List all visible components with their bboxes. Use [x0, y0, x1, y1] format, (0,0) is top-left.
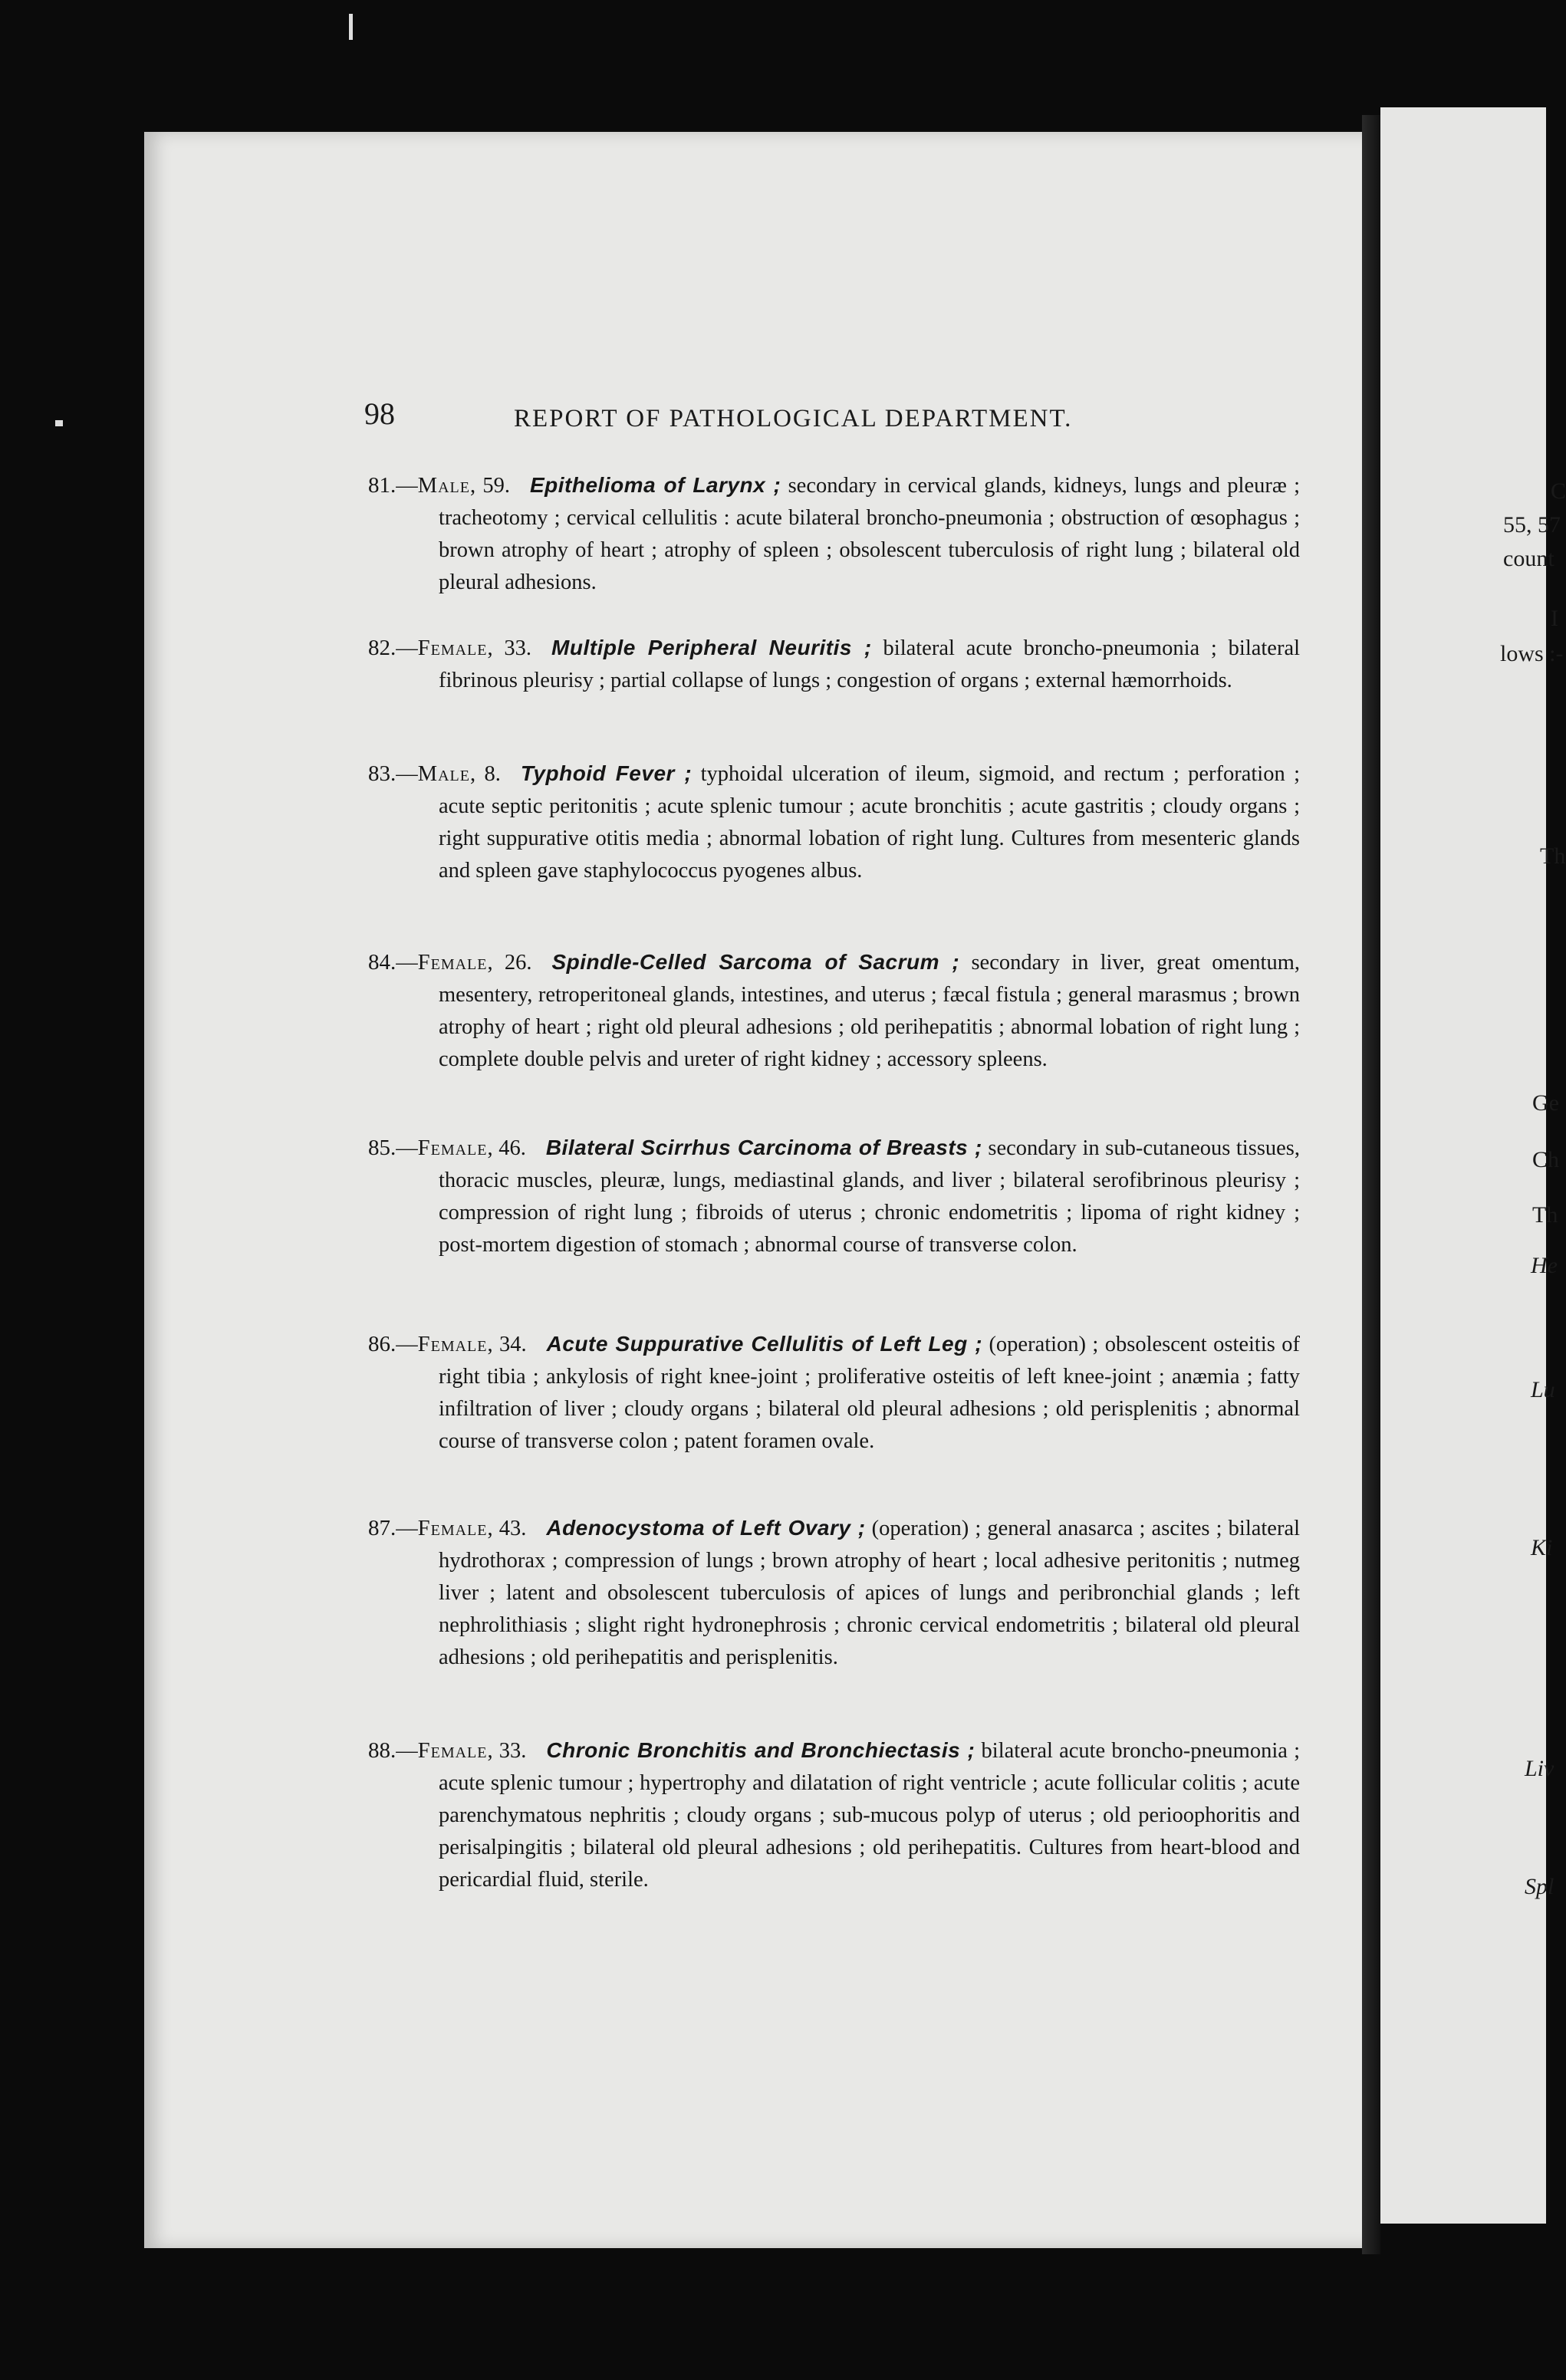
case-diagnosis: Adenocystoma of Left Ovary ; — [546, 1516, 866, 1540]
case-diagnosis: Epithelioma of Larynx ; — [529, 473, 781, 497]
facing-fragment: Th — [1532, 1202, 1558, 1228]
facing-fragment: 55, 57 — [1503, 512, 1561, 537]
case-diagnosis: Bilateral Scirrhus Carcinoma of Breasts ; — [545, 1136, 982, 1159]
case-sex: Male — [417, 474, 470, 498]
case-diagnosis: Acute Suppurative Cellulitis of Left Leg ; — [546, 1332, 983, 1356]
case-number: 84. — [368, 950, 396, 975]
scan-speck — [55, 420, 63, 426]
case-sex: Female — [417, 636, 488, 660]
case-entry: 86.—Female, 34. Acute Suppurative Cellulitis of Left Leg ; (operation) ; obsolescent osteitis of right tibia ; ankylosis of right knee-joint ; proliferative osteitis of left knee-joint ; anæmia ; fatty infiltration of liver ; cloudy organs ; bilateral old pleural adhesions ; old perisplenitis ; abnormal course of transverse colon ; patent foramen ovale. — [368, 1332, 1300, 1453]
case-number: 85. — [368, 1136, 396, 1160]
case-findings: secondary in liver, great omentum, mesentery, retroperitoneal glands, intestines, and uterus ; fæcal fistula ; general marasmus ; brown atrophy of heart ; right old pleural adhesions ; old perihepatitis ; abnormal lobation of right lung ; complete double pelvis and ureter of right kidney ; accessory spleens. — [439, 951, 1301, 1071]
facing-fragment: I — [1551, 606, 1558, 631]
facing-fragment: Ch — [1532, 1147, 1560, 1172]
page-number: 98 — [364, 396, 395, 431]
case-number: 82. — [368, 636, 396, 660]
facing-fragment: He — [1531, 1253, 1558, 1278]
case-findings: bilateral acute broncho-pneumonia ; acute splenic tumour ; hypertrophy and dilatation of right ventricle ; acute follicular colitis ; acute parenchymatous nephritis ; cloudy organs ; sub-mucous polyp of uterus ; old perioophoritis and perisalpingitis ; bilateral old pleural adhesions ; old perihepatitis. Cultures from heart-blood and pericardial fluid, sterile. — [439, 1739, 1301, 1892]
case-findings: (operation) ; general anasarca ; ascites ; bilateral hydrothorax ; compression of lungs ; brown atrophy of heart ; local adhesive peritonitis ; nutmeg liver ; latent and obsolescent tuberculosis of apices of lungs and peribronchial glands ; left nephrolithiasis ; slight right hydronephrosis ; chronic cervical endometritis ; bilateral old pleural adhesions ; old perihepatitis and perisplenitis. — [439, 1517, 1301, 1669]
case-diagnosis: Typhoid Fever ; — [520, 761, 693, 785]
facing-fragment: C — [1551, 478, 1566, 504]
case-age: 8. — [484, 762, 501, 786]
case-diagnosis: Chronic Bronchitis and Bronchiectasis ; — [546, 1738, 975, 1762]
case-entry: 85.—Female, 46. Bilateral Scirrhus Carcinoma of Breasts ; secondary in sub-cutaneous tissues, thoracic muscles, pleuræ, lungs, mediastinal glands, and liver ; bilateral serofibrinous pleurisy ; compression of right lung ; fibroids of uterus ; chronic endometritis ; lipoma of right kidney ; post-mortem digestion of stomach ; abnormal course of transverse colon. — [368, 1136, 1301, 1257]
facing-fragment: Th — [1540, 843, 1566, 869]
case-entry: 88.—Female, 33. Chronic Bronchitis and Bronchiectasis ; bilateral acute broncho-pneumonia ; acute splenic tumour ; hypertrophy and dilatation of right ventricle ; acute follicular colitis ; acute parenchymatous nephritis ; cloudy organs ; sub-mucous polyp of uterus ; old perioophoritis and perisalpingitis ; bilateral old pleural adhesions ; old perihepatitis. Cultures from heart-blood and pericardial fluid, sterile. — [368, 1738, 1301, 1892]
case-findings: typhoidal ulceration of ileum, sigmoid, and rectum ; perforation ; acute septic peritonitis ; acute splenic tumour ; acute bronchitis ; acute gastritis ; cloudy organs ; right suppurative otitis media ; abnormal lobation of right lung. Cultures from mesenteric glands and spleen gave staphylococcus pyogenes albus. — [439, 762, 1301, 883]
case-number: 81. — [368, 473, 396, 498]
case-age: 46. — [498, 1136, 526, 1160]
case-sex: Female — [417, 1333, 488, 1356]
case-sex: Female — [417, 1739, 488, 1763]
case-age: 34. — [499, 1333, 527, 1356]
case-age: 33. — [498, 1739, 527, 1763]
case-age: 59. — [482, 474, 510, 498]
case-number: 83. — [368, 761, 396, 786]
case-diagnosis: Spindle-Celled Sarcoma of Sacrum ; — [551, 950, 960, 974]
facing-fragment: count — [1503, 546, 1554, 571]
case-sex: Male — [417, 762, 470, 786]
scan-speck — [349, 14, 353, 40]
case-entry: 87.—Female, 43. Adenocystoma of Left Ovary ; (operation) ; general anasarca ; ascites ; bilateral hydrothorax ; compression of lungs ; brown atrophy of heart ; local adhesive peritonitis ; nutmeg liver ; latent and obsolescent tuberculosis of apices of lungs and peribronchial glands ; left nephrolithiasis ; slight right hydronephrosis ; chronic cervical endometritis ; bilateral old pleural adhesions ; old perihepatitis and perisplenitis. — [368, 1516, 1301, 1669]
case-entry: 84.—Female, 26. Spindle-Celled Sarcoma of Sacrum ; secondary in liver, great omentum, mesentery, retroperitoneal glands, intestines, and uterus ; fæcal fistula ; general marasmus ; brown atrophy of heart ; right old pleural adhesions ; old perihepatitis ; abnormal lobation of right lung ; complete double pelvis and ureter of right kidney ; accessory spleens. — [368, 950, 1301, 1071]
case-findings: secondary in sub-cutaneous tissues, thoracic muscles, pleuræ, lungs, mediastinal glands, and liver ; bilateral serofibrinous pleurisy ; compression of right lung ; fibroids of uterus ; chronic endometritis ; lipoma of right kidney ; post-mortem digestion of stomach ; abnormal course of transverse colon. — [439, 1136, 1301, 1257]
book-gutter — [1362, 115, 1380, 2254]
case-entry: 81.—Male, 59. Epithelioma of Larynx ; secondary in cervical glands, kidneys, lungs and pleuræ ; tracheotomy ; cervical cellulitis : acute bilateral broncho-pneumonia ; obstruction of œsophagus ; brown atrophy of heart ; atrophy of spleen ; obsolescent tuberculosis of right lung ; bilateral old pleural adhesions. — [368, 473, 1300, 594]
facing-fragment: Lu — [1531, 1377, 1555, 1402]
case-diagnosis: Multiple Peripheral Neuritis ; — [551, 636, 872, 659]
case-findings: secondary in cervical glands, kidneys, lungs and pleuræ ; tracheotomy ; cervical cellulitis : acute bilateral broncho-pneumonia ; obstruction of œsophagus ; brown atrophy of heart ; atrophy of spleen ; obsolescent tuberculosis of right lung ; bilateral old pleural adhesions. — [439, 474, 1300, 594]
case-sex: Female — [417, 1136, 488, 1160]
running-header: REPORT OF PATHOLOGICAL DEPARTMENT. — [514, 405, 1073, 432]
case-age: 33. — [504, 636, 532, 660]
facing-fragment: Ki — [1531, 1535, 1553, 1560]
facing-fragment: Liv — [1525, 1756, 1554, 1781]
case-number: 88. — [368, 1738, 396, 1763]
case-sex: Female — [417, 1517, 488, 1540]
case-findings: bilateral acute broncho-pneumonia ; bilateral fibrinous pleurisy ; partial collapse of lungs ; congestion of organs ; external hæmorrhoids. — [439, 636, 1301, 692]
case-number: 87. — [368, 1516, 396, 1540]
case-findings: (operation) ; obsolescent osteitis of right tibia ; ankylosis of right knee-joint ; proliferative osteitis of left knee-joint ; anæmia ; fatty infiltration of liver ; cloudy organs ; bilateral old pleural adhesions ; old perisplenitis ; abnormal course of transverse colon ; patent foramen ovale. — [439, 1333, 1300, 1453]
facing-page — [1380, 107, 1566, 2224]
case-age: 43. — [498, 1517, 527, 1540]
case-entry: 82.—Female, 33. Multiple Peripheral Neuritis ; bilateral acute broncho-pneumonia ; bilateral fibrinous pleurisy ; partial collapse of lungs ; congestion of organs ; external hæmorrhoids. — [368, 636, 1301, 692]
facing-fragment: Ge — [1532, 1090, 1559, 1116]
case-age: 26. — [504, 951, 532, 975]
case-number: 86. — [368, 1332, 396, 1356]
case-sex: Female — [417, 951, 488, 975]
facing-fragment: Spl — [1525, 1874, 1554, 1899]
facing-fragment: lows :- — [1500, 641, 1564, 666]
case-entry: 83.—Male, 8. Typhoid Fever ; typhoidal ulceration of ileum, sigmoid, and rectum ; perforation ; acute septic peritonitis ; acute splenic tumour ; acute bronchitis ; acute gastritis ; cloudy organs ; right suppurative otitis media ; abnormal lobation of right lung. Cultures from mesenteric glands and spleen gave staphylococcus pyogenes albus. — [368, 761, 1301, 883]
